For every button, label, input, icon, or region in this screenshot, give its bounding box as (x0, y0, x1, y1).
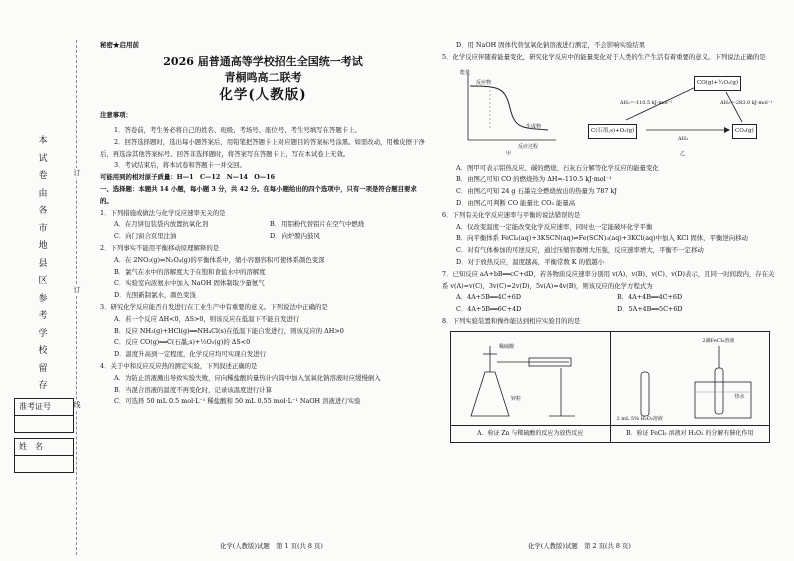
enthalpy-label: ΔH₃ (678, 135, 688, 142)
option: B．当混合溶液的温度不再变化时，记录该温度进行计算 (114, 385, 273, 394)
question-stem: 1．下列措施或做法与化学反应速率无关的是 (100, 208, 226, 217)
binding-strip (0, 0, 92, 561)
q5-figures (460, 68, 778, 160)
option: A．图甲可表示铝热反应、碳的燃烧、石灰石分解等化学反应的能量变化 (456, 163, 659, 172)
enthalpy-diagram-yi (586, 68, 776, 156)
name-label: 姓 名 (15, 439, 73, 456)
graph-label-reactant: 反应物 (476, 79, 492, 86)
binding-char: 卷 (38, 171, 48, 181)
page-1-column (100, 40, 426, 408)
name-box[interactable] (14, 438, 74, 473)
question-stem: 4．关于中和反应反应热的测定实验，下列叙述正确的是 (100, 361, 258, 370)
option: D．由图乙可判断 CO 能量比 CO₂ 能量高 (456, 198, 576, 207)
notice-item: 1．答卷前，考生务必将自己的姓名、班级、考场号、座位号、考生号填写在答题卡上。 (114, 125, 361, 134)
binding-char: 校 (38, 346, 48, 356)
option: D．光照新制氯水，颜色变浅 (114, 291, 196, 300)
notice-item: 3．考试结束后，将本试卷和答题卡一并交回。 (114, 161, 246, 170)
graph-label-product: 生成物 (526, 123, 542, 130)
graph-caption: 乙 (680, 150, 686, 157)
binding-char: 学 (38, 328, 48, 339)
cut-mark-bottom: 线 (73, 401, 81, 409)
binding-char: 区 (38, 276, 48, 286)
page-2-footer: 化学(人教版)试题 第 2 页(共 8 页) (528, 542, 631, 550)
binding-notice (36, 133, 50, 396)
experiment-a (451, 332, 611, 442)
question-5 (442, 52, 778, 210)
question-6 (442, 210, 778, 269)
question-stem: 8．下列实验装置和操作能达到相应实验目的的是 (442, 316, 581, 325)
binding-char: 存 (38, 381, 48, 391)
question-stem: 6．下列有关化学反应速率与平衡的说法错误的是 (442, 210, 581, 219)
option: A．在月饼包装袋内放置抗氧化剂 (114, 220, 209, 229)
option: D．5A+4B══5C+6D (617, 305, 683, 314)
enthalpy-label: ΔH₁=-110.5 kJ·mol⁻¹ (620, 99, 673, 106)
binding-char: 参 (38, 293, 48, 304)
species-box: CO(g)+½O₂(g) (694, 76, 741, 92)
question-3 (100, 302, 426, 361)
option: C．对有气体参加的可逆反应，通过压缩容器增大压强，反应速率增大，平衡不一定移动 (456, 246, 704, 255)
name-field[interactable] (15, 456, 73, 472)
apparatus-a-svg (451, 332, 609, 426)
label-hot-water: 热水 (734, 393, 745, 400)
question-2 (100, 243, 426, 302)
binding-char: 考 (38, 311, 48, 321)
question-8 (442, 316, 778, 443)
exam-id-label: 准考证号 (15, 399, 73, 416)
option: B．氯气在水中的溶解度大于在饱和食盐水中的溶解度 (114, 267, 266, 276)
option: C．由图乙可知 24 g 石墨完全燃烧放出的热量为 787 kJ (456, 187, 617, 196)
exam-id-box[interactable] (14, 398, 74, 433)
question-stem: 7．已知反应 aA+bB══cC+dD，若各物质反应速率分别用 v(A)、v(B)、v(C)、v(D)表示，且同一时间段内，存在关系 v(A)=v(C)，3v(C)=2v(D)，5v(A)=4v(B)，则该反应的化学方程式为 (442, 269, 775, 290)
option: A．4A+5B══4C+6D (456, 293, 521, 302)
binding-char: 各 (38, 206, 48, 216)
notice-item: 2．回答选择题时，选出每小题答案后，用铅笔把答题卡上对应题目的答案标号涂黑。如需改动，用橡皮擦干净后，再选涂其他答案标号。回答非选择题时，将答案写在答题卡上，写在本试卷上无效。 (100, 137, 425, 158)
graph-caption: 甲 (506, 150, 512, 157)
question-7 (442, 269, 778, 316)
section-1-heading: 一、选择题：本题共 14 小题，每小题 3 分，共 42 分。在每小题给出的四个选项中，只有一项是符合题目要求的。 (100, 184, 417, 205)
species-box: CO₂(g) (732, 124, 757, 140)
option: B．4A+4B══4C+6D (617, 293, 683, 302)
question-1 (100, 208, 426, 243)
cut-line (76, 40, 77, 555)
experiment-caption: A．验证 Zn 与稀硫酸的反应为放热反应 (451, 425, 610, 442)
option: B．反应 NH₃(g)+HCl(g)══NH₄Cl(s)在低温下能自发进行，则该反应的 ΔH>0 (114, 326, 344, 335)
experiment-b (611, 332, 770, 442)
binding-char: 市 (38, 223, 48, 234)
exam-title: 2026 届普通高等学校招生全国统一考试 (163, 54, 363, 68)
option: D．用 NaOH 固体代替氢氧化钠溶液进行测定，不会影响实验结果 (456, 41, 646, 49)
label-acid: 稀硫酸 (499, 343, 515, 350)
binding-char: 留 (38, 363, 48, 374)
binding-char: 本 (38, 136, 48, 146)
page-1-footer: 化学(人教版)试题 第 1 页(共 8 页) (220, 542, 323, 550)
option: A．为防止溶液溅出导致实验失败，应向稀盐酸的量热计内筒中加入氢氧化钠溶液时应缓慢倒入 (114, 373, 381, 382)
binding-char: 县 (38, 258, 48, 269)
species-box: C(石墨,s)+O₂(g) (588, 124, 637, 140)
option: C．向门窗合页里注油 (114, 232, 177, 241)
option: A．若一个反应 ΔH<0，ΔS>0，则该反应在低温下不能自发进行 (114, 314, 300, 323)
option: B．向平衡体系 FeCl₃(aq)+3KSCN(aq)⇌Fe(SCN)₃(aq)+3KCl(aq)中加入 KCl 固体，平衡逆向移动 (456, 234, 748, 243)
graph-ylabel: 能量 (460, 69, 471, 76)
subject-title: 化学(人教版) (219, 87, 307, 104)
notice-heading: 注意事项： (100, 111, 132, 120)
question-stem: 3．研究化学反应能否自发进行在工业生产中有重要的意义。下列说法中正确的是 (100, 302, 328, 311)
label-catalyst: 2滴FeCl₃溶液 (702, 337, 735, 344)
enthalpy-label: ΔH₂=-283.0 kJ·mol⁻¹ (720, 99, 773, 106)
cut-mark-top: 订 (73, 169, 81, 177)
option: D．温度升高到一定程度，化学反应均可实现自发进行 (114, 350, 267, 359)
label-peroxide: 2 mL 5% H₂O₂溶液 (616, 415, 663, 422)
label-zinc: 锌粒 (511, 395, 522, 402)
question-4 (100, 361, 426, 408)
experiment-caption: B．验证 FeCl₃ 溶液对 H₂O₂ 的分解有催化作用 (611, 425, 770, 442)
question-stem: 5．化学反应伴随着能量变化，研究化学反应中的能量变化对于人类的生产生活有着重要的意义。下列说法正确的是 (442, 52, 766, 61)
binding-char: 由 (38, 188, 48, 199)
option: A．仅改变温度一定能改变化学反应速率，同时也一定能破坏化学平衡 (456, 222, 653, 231)
option: C．实验室向浓氨水中加入 NaOH 固体制取少量氨气 (114, 279, 265, 288)
energy-graph-jia (460, 68, 560, 156)
binding-char: 试 (38, 153, 48, 164)
cut-mark-mid: 订 (73, 286, 81, 294)
page-2-column (442, 40, 778, 443)
option: C．4A+5B══6C+4D (456, 305, 522, 314)
exam-subtitle: 青桐鸣高二联考 (224, 70, 302, 84)
option: C．可选择 50 mL 0.5 mol·L⁻¹ 稀盐酸和 50 mL 0.55 mol·L⁻¹ NaOH 溶液进行实验 (114, 397, 361, 406)
binding-char: 地 (38, 241, 48, 251)
option: D．向炉膛内鼓风 (270, 232, 320, 241)
option: D．对于放热反应，温度越高，平衡常数 K 的值越小 (456, 257, 605, 266)
option: A．在 2NO₂(g)⇌N₂O₄(g)的平衡体系中，缩小容器容积可使体系颜色变深 (114, 255, 325, 264)
option: B．由图乙可知 CO 的燃烧热为 ΔH=-110.5 kJ·mol⁻¹ (456, 175, 612, 184)
atomic-mass-line: 可能用到的相对原子质量：H—1 C—12 N—14 O—16 (100, 173, 276, 182)
option: B．用铝粉代替铝片在空气中燃烧 (270, 220, 365, 229)
apparatus-b-svg (611, 332, 769, 426)
exam-id-field[interactable] (15, 416, 73, 432)
option: C．反应 CO(g)══C(石墨,s)+½O₂(g)的 ΔS<0 (114, 338, 251, 347)
secret-label: 秘密★启用前 (100, 41, 139, 49)
energy-curve-svg (460, 68, 560, 156)
question-stem: 2．下列事实不能用平衡移动原理解释的是 (100, 243, 220, 252)
graph-xlabel: 反应过程 (518, 143, 539, 150)
experiment-table (450, 331, 770, 443)
